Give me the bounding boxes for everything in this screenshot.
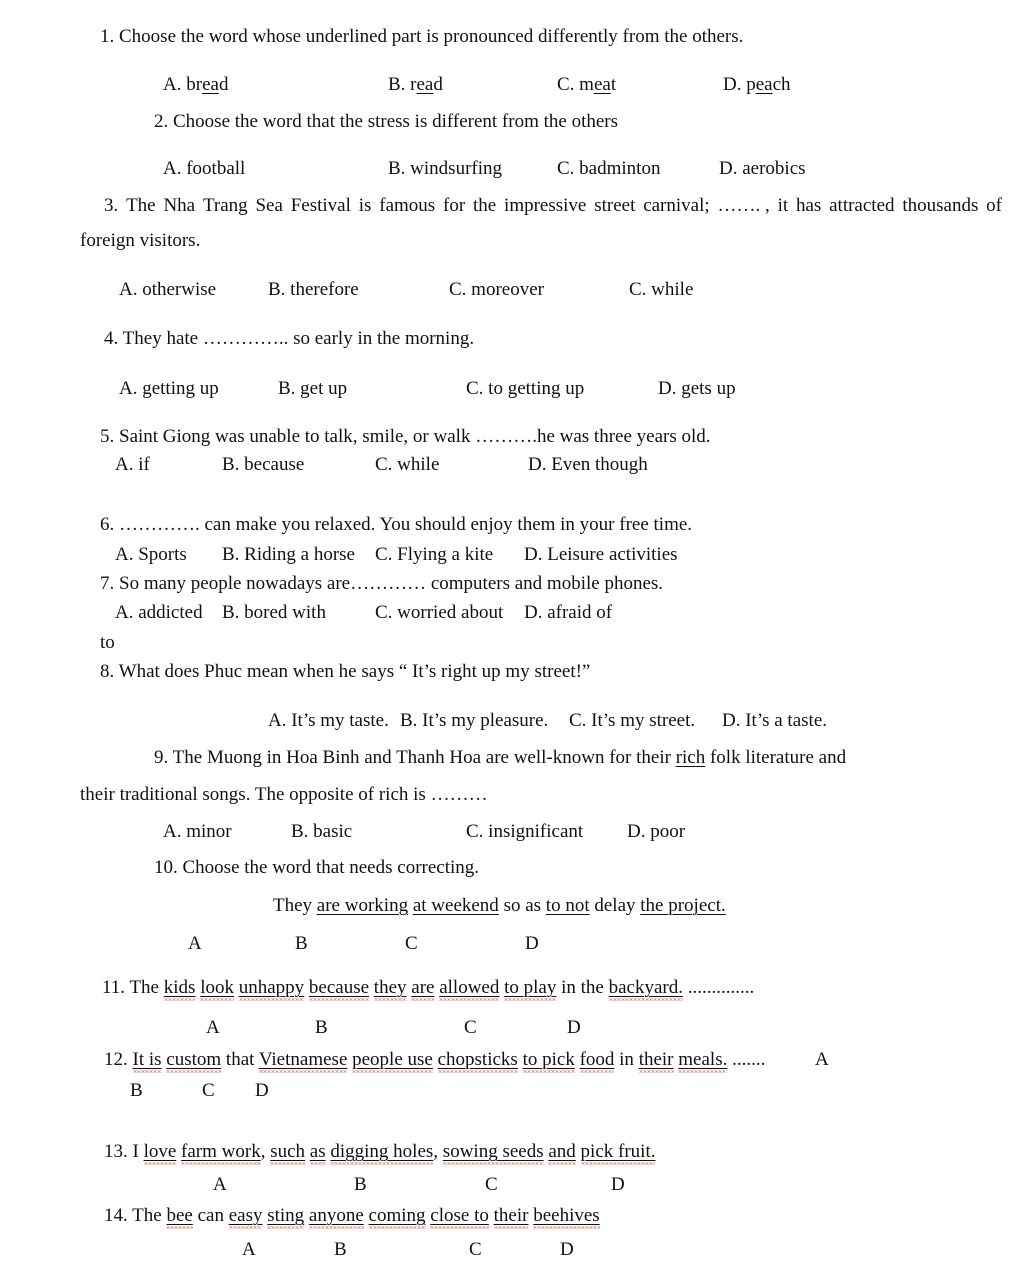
q7-option-b: B. bored with xyxy=(222,602,326,623)
underlined-segment: easy xyxy=(229,1205,263,1229)
underlined-segment: It is xyxy=(133,1049,162,1073)
plain-segment xyxy=(575,1049,580,1070)
q12-letter-a: A xyxy=(815,1049,829,1070)
question-3-stem-line-2: foreign visitors. xyxy=(80,230,201,251)
sentence-lead: 12. xyxy=(104,1049,133,1070)
q13-letter-c: C xyxy=(485,1174,498,1195)
q8-option-b: B. It’s my pleasure. xyxy=(400,710,549,731)
plain-segment xyxy=(234,977,239,998)
q8-option-c: C. It’s my street. xyxy=(569,710,696,731)
underlined-segment: their xyxy=(494,1205,529,1229)
underlined-segment: to pick xyxy=(523,1049,575,1073)
q3-word: carnival; xyxy=(643,195,710,216)
underlined-segment: Vietnamese xyxy=(259,1049,348,1073)
question-8-stem: 8. What does Phuc mean when he says “ It’s right up my street!” xyxy=(100,661,591,682)
question-7-stem: 7. So many people nowadays are………… computers and mobile phones. xyxy=(100,573,664,594)
q8-option-d: D. It’s a taste. xyxy=(722,710,828,731)
q7-trailing-text: to xyxy=(100,632,115,653)
q3-word: it xyxy=(777,195,789,216)
q2-option-d: D. aerobics xyxy=(719,158,806,179)
plain-segment: , xyxy=(433,1141,443,1162)
q11-letter-d: D xyxy=(567,1017,581,1038)
q14-letter-c: C xyxy=(469,1239,482,1260)
plain-segment xyxy=(576,1141,581,1162)
q3-word: has xyxy=(795,195,822,216)
q10-letter-c: C xyxy=(405,933,418,954)
underlined-segment: are xyxy=(411,977,434,1001)
q10-sentence: They are working at weekend so as to not delay the project. xyxy=(273,895,726,916)
underlined-segment: custom xyxy=(166,1049,221,1073)
q8-option-a: A. It’s my taste. xyxy=(268,710,389,731)
q9-option-b: B. basic xyxy=(291,821,353,842)
question-2-stem: 2. Choose the word that the stress is different from the others xyxy=(154,111,618,132)
sentence-lead: 14. The xyxy=(104,1205,167,1226)
q3-option-d: C. while xyxy=(629,279,694,300)
q5-option-b: B. because xyxy=(222,454,305,475)
sentence-lead: 11. The xyxy=(102,977,164,998)
underlined-segment: anyone xyxy=(309,1205,364,1229)
q9-option-c: C. insignificant xyxy=(466,821,584,842)
q3-word: thousands xyxy=(902,195,979,216)
q3-word: The xyxy=(126,195,156,216)
plain-segment xyxy=(433,1049,438,1070)
plain-segment: , xyxy=(260,1141,271,1162)
q3-word: of xyxy=(986,195,1002,216)
q4-option-b: B. get up xyxy=(278,378,348,399)
q10-letter-a: A xyxy=(188,933,202,954)
q6-option-a: A. Sports xyxy=(115,544,187,565)
q1-option-c: C. meat xyxy=(557,74,617,95)
q3-word: Sea xyxy=(255,195,283,216)
question-9-stem-line-2: their traditional songs. The opposite of rich is ……… xyxy=(80,784,488,805)
plain-segment: that xyxy=(221,1049,259,1070)
underlined-segment: beehives xyxy=(533,1205,599,1229)
underlined-segment: to play xyxy=(504,977,556,1001)
underlined-segment: their xyxy=(639,1049,674,1073)
q13-letter-b: B xyxy=(354,1174,367,1195)
q3-word: Festival xyxy=(290,195,351,216)
plain-segment xyxy=(489,1205,494,1226)
q13-letter-d: D xyxy=(611,1174,625,1195)
q4-option-d: D. gets up xyxy=(658,378,736,399)
question-9-stem: 9. The Muong in Hoa Binh and Thanh Hoa are well-known for their rich folk literature and xyxy=(154,747,847,768)
q3-word: the xyxy=(473,195,497,216)
q6-option-b: B. Riding a horse xyxy=(222,544,355,565)
underlined-segment: allowed xyxy=(439,977,499,1001)
underlined-segment: digging holes xyxy=(330,1141,433,1165)
underlined-segment: and xyxy=(548,1141,575,1165)
underlined-segment: they xyxy=(374,977,407,1001)
q10-letter-b: B xyxy=(295,933,308,954)
question-6-stem: 6. …………. can make you relaxed. You should enjoy them in your free time. xyxy=(100,514,693,535)
underlined-segment: kids xyxy=(164,977,196,1001)
underlined-segment: sowing seeds xyxy=(443,1141,544,1165)
q3-word: is xyxy=(358,195,372,216)
q3-word: for xyxy=(443,195,466,216)
q10-letter-d: D xyxy=(525,933,539,954)
q12-letter-d: D xyxy=(255,1080,269,1101)
underlined-segment: people use xyxy=(352,1049,433,1073)
q13-letter-a: A xyxy=(213,1174,227,1195)
q3-word: 3. xyxy=(104,195,119,216)
q3-word: Nha xyxy=(163,195,196,216)
plain-segment: in the xyxy=(556,977,609,998)
q14-letter-b: B xyxy=(334,1239,347,1260)
question-1-stem: 1. Choose the word whose underlined part is pronounced differently from the others. xyxy=(100,26,744,47)
underlined-segment: chopsticks xyxy=(438,1049,518,1073)
q7-option-c: C. worried about xyxy=(375,602,504,623)
plain-segment: in xyxy=(614,1049,639,1070)
q3-word: ……. , xyxy=(717,195,770,216)
question-3-stem-line-1 xyxy=(104,196,1002,215)
q2-option-c: C. badminton xyxy=(557,158,661,179)
q3-word: attracted xyxy=(829,195,895,216)
underlined-segment: unhappy xyxy=(239,977,304,1001)
q7-option-a: A. addicted xyxy=(115,602,203,623)
q3-word: street xyxy=(594,195,636,216)
underlined-segment: look xyxy=(200,977,234,1001)
q1-option-a: A. bread xyxy=(163,74,229,95)
q11-letter-c: C xyxy=(464,1017,477,1038)
q6-option-d: D. Leisure activities xyxy=(524,544,678,565)
q12-letter-c: C xyxy=(202,1080,215,1101)
plain-segment xyxy=(364,1205,369,1226)
q1-option-b: B. read xyxy=(388,74,443,95)
q11-letter-a: A xyxy=(206,1017,220,1038)
question-11-sentence xyxy=(102,978,754,997)
sentence-tail: .............. xyxy=(683,977,755,998)
underlined-segment: sting xyxy=(267,1205,304,1229)
q9-option-d: D. poor xyxy=(627,821,686,842)
question-4-stem: 4. They hate ………….. so early in the morning. xyxy=(104,328,475,349)
q5-option-d: D. Even though xyxy=(528,454,648,475)
underlined-segment: such xyxy=(270,1141,305,1165)
q4-option-c: C. to getting up xyxy=(466,378,585,399)
underlined-segment: meals. xyxy=(678,1049,727,1073)
underlined-segment: love xyxy=(144,1141,177,1165)
q9-option-a: A. minor xyxy=(163,821,232,842)
q14-letter-a: A xyxy=(242,1239,256,1260)
q6-option-c: C. Flying a kite xyxy=(375,544,494,565)
q7-option-d: D. afraid of xyxy=(524,602,613,623)
q3-word: Trang xyxy=(202,195,248,216)
q1-option-d: D. peach xyxy=(723,74,791,95)
plain-segment xyxy=(518,1049,523,1070)
sentence-lead: 13. I xyxy=(104,1141,144,1162)
underlined-segment: as xyxy=(310,1141,326,1165)
q5-option-a: A. if xyxy=(115,454,150,475)
underlined-segment: backyard. xyxy=(609,977,683,1001)
q12-letter-b: B xyxy=(130,1080,143,1101)
plain-segment: can xyxy=(192,1205,229,1226)
q11-letter-b: B xyxy=(315,1017,328,1038)
q3-option-b: B. therefore xyxy=(268,279,359,300)
question-5-stem: 5. Saint Giong was unable to talk, smile, or walk ……….he was three years old. xyxy=(100,426,711,447)
underlined-segment: close to xyxy=(430,1205,489,1229)
q3-word: famous xyxy=(379,195,436,216)
q3-option-c: C. moreover xyxy=(449,279,544,300)
underlined-segment: pick fruit. xyxy=(581,1141,656,1165)
q2-option-a: A. football xyxy=(163,158,246,179)
underlined-segment: bee xyxy=(166,1205,192,1229)
q3-option-a: A. otherwise xyxy=(119,279,217,300)
q4-option-a: A. getting up xyxy=(119,378,219,399)
sentence-tail: ....... xyxy=(727,1049,766,1070)
question-13-sentence xyxy=(104,1142,655,1161)
question-14-sentence xyxy=(104,1206,600,1225)
q5-option-c: C. while xyxy=(375,454,440,475)
underlined-segment: because xyxy=(309,977,369,1001)
question-10-stem: 10. Choose the word that needs correcting. xyxy=(154,857,480,878)
q2-option-b: B. windsurfing xyxy=(388,158,502,179)
q3-word: impressive xyxy=(504,195,587,216)
q14-letter-d: D xyxy=(560,1239,574,1260)
underlined-segment: coming xyxy=(369,1205,426,1229)
underlined-segment: farm work xyxy=(181,1141,261,1165)
underlined-segment: food xyxy=(580,1049,615,1073)
question-12-sentence xyxy=(104,1050,765,1069)
